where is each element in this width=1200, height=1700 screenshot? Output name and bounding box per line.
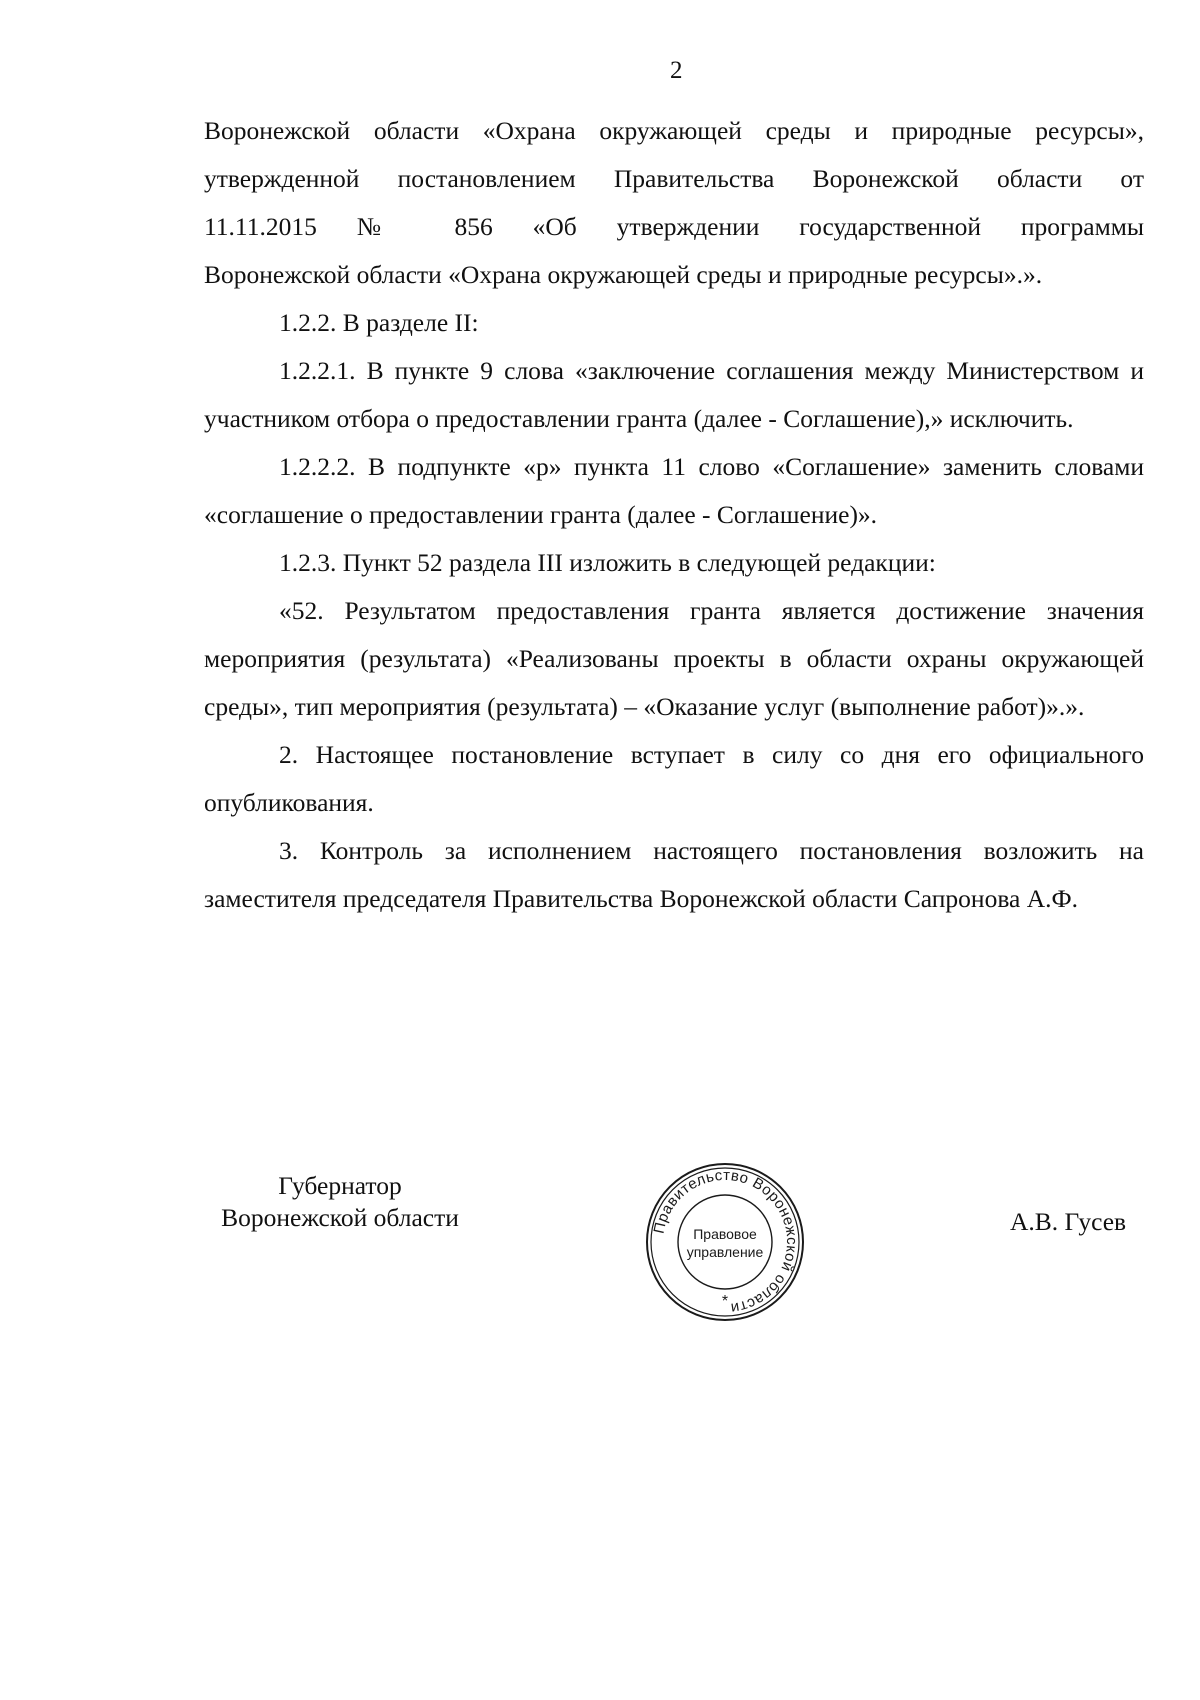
paragraph-123: 1.2.3. Пункт 52 раздела III изложить в следующей редакции:	[279, 548, 936, 577]
paragraph-1-line-1: Воронежской области «Охрана окружающей среды и природные ресурсы»,	[204, 116, 1144, 145]
stamp-outer-text: Правительство Воронежской области	[650, 1166, 801, 1317]
official-stamp	[643, 1160, 807, 1324]
document-body	[204, 107, 1144, 923]
stamp-inner-line-1: Правовое	[693, 1226, 757, 1242]
stamp-star-icon: *	[721, 1293, 729, 1310]
paragraph-52: «52. Результатом предоставления гранта является достижение значения мероприятия (результата) «Реализованы проекты в области охраны окружающей среды», тип мероприятия (результата) – «Оказание услуг (выполнение работ)».».	[204, 596, 1144, 721]
paragraph-1221: 1.2.2.1. В пункте 9 слова «заключение соглашения между Министерством и участником отбора о предоставлении гранта (далее - Соглашение),» исключить.	[204, 356, 1144, 433]
page-number: 2	[670, 57, 683, 84]
paragraph-1222: 1.2.2.2. В подпункте «р» пункта 11 слово «Соглашение» заменить словами «соглашение о предоставлении гранта (далее - Соглашение)».	[204, 452, 1144, 529]
paragraph-2: 2. Настоящее постановление вступает в силу со дня его официального опубликования.	[204, 740, 1144, 817]
signatory-region: Воронежской области	[221, 1203, 459, 1232]
signature-block	[0, 1160, 1200, 1317]
signatory-name: А.В. Гусев	[1010, 1207, 1127, 1236]
paragraph-1-line-3: 11.11.2015 № 856 «Об утверждении государственной программы	[204, 212, 1144, 241]
paragraph-1-line-4: Воронежской области «Охрана окружающей среды и природные ресурсы».».	[204, 260, 1043, 289]
signatory-position	[200, 1170, 480, 1234]
paragraph-section-2: 1.2.2. В разделе II:	[279, 308, 479, 337]
stamp-inner-line-2: управление	[686, 1244, 764, 1260]
paragraph-3: 3. Контроль за исполнением настоящего постановления возложить на заместителя председателя Правительства Воронежской области Сапронова А.Ф.	[204, 836, 1144, 913]
signatory-title: Губернатор	[278, 1171, 402, 1200]
paragraph-1-line-2: утвержденной постановлением Правительства Воронежской области от	[204, 164, 1144, 193]
